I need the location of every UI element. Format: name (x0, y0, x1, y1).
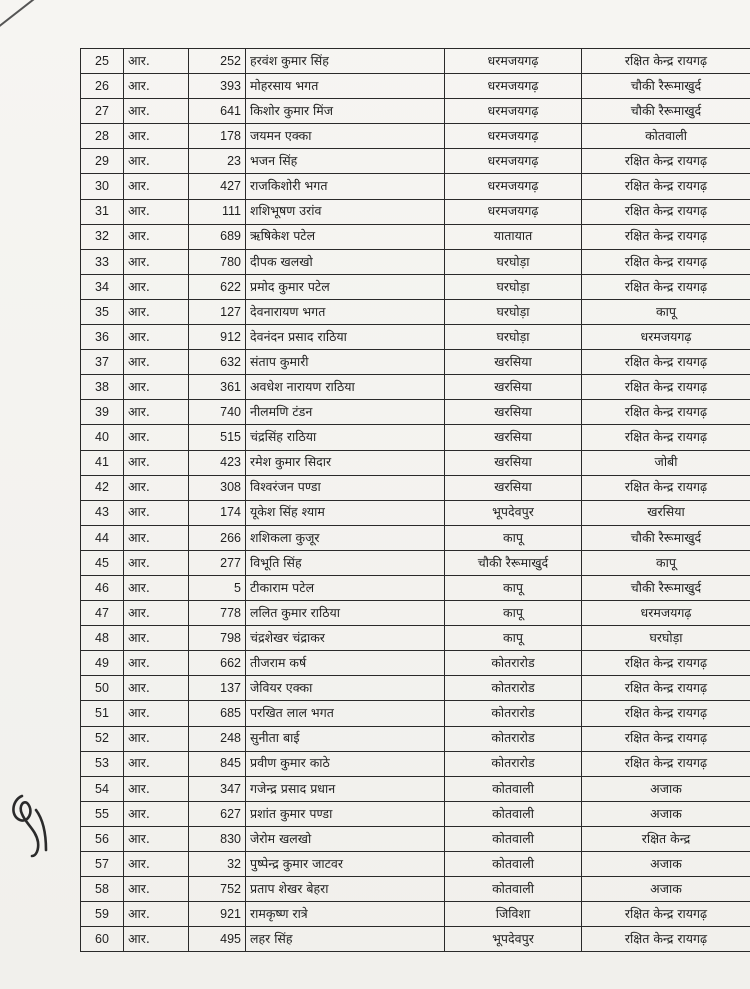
serial-number-cell: 31 (81, 199, 124, 224)
posted-to-cell: अजाक (582, 877, 750, 902)
badge-number-cell: 347 (189, 776, 246, 801)
name-cell: पुष्पेन्द्र कुमार जाटवर (246, 852, 445, 877)
serial-number-cell: 41 (81, 450, 124, 475)
posted-to-cell: चौकी रैरूमाखुर्द (582, 74, 750, 99)
posted-from-cell: धरमजयगढ़ (445, 74, 582, 99)
posted-to-cell: रक्षित केन्द्र रायगढ़ (582, 224, 750, 249)
table-row (81, 852, 750, 877)
rank-cell: आर. (124, 425, 189, 450)
badge-number-cell: 252 (189, 49, 246, 74)
table-row (81, 575, 750, 600)
rank-cell: आर. (124, 350, 189, 375)
rank-cell: आर. (124, 701, 189, 726)
posted-to-cell: रक्षित केन्द्र रायगढ़ (582, 726, 750, 751)
rank-cell: आर. (124, 199, 189, 224)
serial-number-cell: 27 (81, 99, 124, 124)
posted-from-cell: कापू (445, 525, 582, 550)
badge-number-cell: 308 (189, 475, 246, 500)
serial-number-cell: 56 (81, 826, 124, 851)
posted-from-cell: कोतरारोड (445, 751, 582, 776)
posted-from-cell: घरघोड़ा (445, 299, 582, 324)
rank-cell: आर. (124, 299, 189, 324)
name-cell: देवनंदन प्रसाद राठिया (246, 325, 445, 350)
posted-from-cell: धरमजयगढ़ (445, 149, 582, 174)
table-row (81, 726, 750, 751)
badge-number-cell: 393 (189, 74, 246, 99)
badge-number-cell: 111 (189, 199, 246, 224)
serial-number-cell: 28 (81, 124, 124, 149)
posted-from-cell: जिविशा (445, 902, 582, 927)
posted-to-cell: रक्षित केन्द्र रायगढ़ (582, 475, 750, 500)
badge-number-cell: 137 (189, 676, 246, 701)
name-cell: चंद्रशेखर चंद्राकर (246, 626, 445, 651)
posted-to-cell: धरमजयगढ़ (582, 325, 750, 350)
rank-cell: आर. (124, 626, 189, 651)
badge-number-cell: 845 (189, 751, 246, 776)
badge-number-cell: 921 (189, 902, 246, 927)
badge-number-cell: 740 (189, 400, 246, 425)
table-row (81, 124, 750, 149)
badge-number-cell: 427 (189, 174, 246, 199)
table-row (81, 701, 750, 726)
serial-number-cell: 46 (81, 575, 124, 600)
rank-cell: आर. (124, 651, 189, 676)
badge-number-cell: 685 (189, 701, 246, 726)
table-row (81, 400, 750, 425)
posted-from-cell: भूपदेवपुर (445, 500, 582, 525)
serial-number-cell: 51 (81, 701, 124, 726)
posted-to-cell: रक्षित केन्द्र रायगढ़ (582, 149, 750, 174)
posted-from-cell: कोतरारोड (445, 701, 582, 726)
badge-number-cell: 361 (189, 375, 246, 400)
posted-from-cell: कापू (445, 626, 582, 651)
table-row (81, 249, 750, 274)
posted-to-cell: कापू (582, 299, 750, 324)
name-cell: संताप कुमारी (246, 350, 445, 375)
rank-cell: आर. (124, 601, 189, 626)
name-cell: शशिकला कुजूर (246, 525, 445, 550)
table-row (81, 826, 750, 851)
serial-number-cell: 58 (81, 877, 124, 902)
posted-to-cell: रक्षित केन्द्र रायगढ़ (582, 400, 750, 425)
rank-cell: आर. (124, 475, 189, 500)
serial-number-cell: 49 (81, 651, 124, 676)
name-cell: प्रताप शेखर बेहरा (246, 877, 445, 902)
table-row (81, 902, 750, 927)
table-row (81, 801, 750, 826)
paper-fold-line (0, 0, 91, 41)
rank-cell: आर. (124, 99, 189, 124)
table-row (81, 99, 750, 124)
posted-to-cell: धरमजयगढ़ (582, 601, 750, 626)
posted-to-cell: रक्षित केन्द्र रायगढ़ (582, 274, 750, 299)
posted-to-cell: रक्षित केन्द्र रायगढ़ (582, 199, 750, 224)
table-row (81, 299, 750, 324)
serial-number-cell: 42 (81, 475, 124, 500)
table-row (81, 74, 750, 99)
posted-to-cell: कोतवाली (582, 124, 750, 149)
posted-from-cell: कोतवाली (445, 801, 582, 826)
name-cell: सुनीता बाई (246, 726, 445, 751)
posted-from-cell: खरसिया (445, 375, 582, 400)
posted-to-cell: रक्षित केन्द्र रायगढ़ (582, 375, 750, 400)
posted-to-cell: रक्षित केन्द्र (582, 826, 750, 851)
rank-cell: आर. (124, 726, 189, 751)
table-row (81, 149, 750, 174)
table-row (81, 49, 750, 74)
name-cell: तीजराम कर्ष (246, 651, 445, 676)
serial-number-cell: 43 (81, 500, 124, 525)
name-cell: विभूति सिंह (246, 550, 445, 575)
name-cell: किशोर कुमार मिंज (246, 99, 445, 124)
rank-cell: आर. (124, 801, 189, 826)
posted-to-cell: अजाक (582, 852, 750, 877)
name-cell: रामकृष्ण रात्रे (246, 902, 445, 927)
rank-cell: आर. (124, 500, 189, 525)
name-cell: टीकाराम पटेल (246, 575, 445, 600)
serial-number-cell: 34 (81, 274, 124, 299)
table-row (81, 601, 750, 626)
rank-cell: आर. (124, 74, 189, 99)
posted-from-cell: खरसिया (445, 450, 582, 475)
name-cell: ललित कुमार राठिया (246, 601, 445, 626)
badge-number-cell: 277 (189, 550, 246, 575)
table-row (81, 475, 750, 500)
serial-number-cell: 59 (81, 902, 124, 927)
handwritten-margin-mark (6, 790, 54, 860)
posted-from-cell: चौकी रैरूमाखुर्द (445, 550, 582, 575)
serial-number-cell: 35 (81, 299, 124, 324)
serial-number-cell: 30 (81, 174, 124, 199)
badge-number-cell: 266 (189, 525, 246, 550)
posted-from-cell: घरघोड़ा (445, 249, 582, 274)
badge-number-cell: 622 (189, 274, 246, 299)
posted-to-cell: खरसिया (582, 500, 750, 525)
badge-number-cell: 752 (189, 877, 246, 902)
badge-number-cell: 495 (189, 927, 246, 952)
name-cell: देवनारायण भगत (246, 299, 445, 324)
posted-from-cell: कापू (445, 575, 582, 600)
table-row (81, 500, 750, 525)
badge-number-cell: 515 (189, 425, 246, 450)
badge-number-cell: 780 (189, 249, 246, 274)
posted-from-cell: धरमजयगढ़ (445, 49, 582, 74)
table-row (81, 425, 750, 450)
rank-cell: आर. (124, 550, 189, 575)
posted-to-cell: रक्षित केन्द्र रायगढ़ (582, 927, 750, 952)
name-cell: प्रवीण कुमार काठे (246, 751, 445, 776)
table-row (81, 877, 750, 902)
rank-cell: आर. (124, 174, 189, 199)
badge-number-cell: 423 (189, 450, 246, 475)
table-row (81, 676, 750, 701)
serial-number-cell: 36 (81, 325, 124, 350)
serial-number-cell: 54 (81, 776, 124, 801)
badge-number-cell: 174 (189, 500, 246, 525)
table-row (81, 325, 750, 350)
badge-number-cell: 23 (189, 149, 246, 174)
table-row (81, 927, 750, 952)
badge-number-cell: 689 (189, 224, 246, 249)
serial-number-cell: 53 (81, 751, 124, 776)
posted-to-cell: चौकी रैरूमाखुर्द (582, 525, 750, 550)
posted-from-cell: धरमजयगढ़ (445, 124, 582, 149)
serial-number-cell: 26 (81, 74, 124, 99)
name-cell: भजन सिंह (246, 149, 445, 174)
badge-number-cell: 5 (189, 575, 246, 600)
rank-cell: आर. (124, 249, 189, 274)
posted-from-cell: खरसिया (445, 475, 582, 500)
posted-from-cell: भूपदेवपुर (445, 927, 582, 952)
badge-number-cell: 627 (189, 801, 246, 826)
serial-number-cell: 47 (81, 601, 124, 626)
posted-to-cell: घरघोड़ा (582, 626, 750, 651)
name-cell: जेरोम खलखो (246, 826, 445, 851)
serial-number-cell: 38 (81, 375, 124, 400)
posted-from-cell: खरसिया (445, 400, 582, 425)
badge-number-cell: 178 (189, 124, 246, 149)
table-row (81, 174, 750, 199)
name-cell: प्रमोद कुमार पटेल (246, 274, 445, 299)
table-row (81, 199, 750, 224)
serial-number-cell: 55 (81, 801, 124, 826)
table-body (81, 49, 750, 952)
badge-number-cell: 830 (189, 826, 246, 851)
posted-to-cell: अजाक (582, 801, 750, 826)
posted-to-cell: रक्षित केन्द्र रायगढ़ (582, 651, 750, 676)
rank-cell: आर. (124, 325, 189, 350)
rank-cell: आर. (124, 224, 189, 249)
serial-number-cell: 44 (81, 525, 124, 550)
posted-to-cell: रक्षित केन्द्र रायगढ़ (582, 249, 750, 274)
serial-number-cell: 48 (81, 626, 124, 651)
table-row (81, 550, 750, 575)
badge-number-cell: 641 (189, 99, 246, 124)
serial-number-cell: 29 (81, 149, 124, 174)
posted-to-cell: कापू (582, 550, 750, 575)
rank-cell: आर. (124, 826, 189, 851)
rank-cell: आर. (124, 124, 189, 149)
table-row (81, 375, 750, 400)
name-cell: अवधेश नारायण राठिया (246, 375, 445, 400)
table-row (81, 626, 750, 651)
table-row (81, 274, 750, 299)
posted-to-cell: रक्षित केन्द्र रायगढ़ (582, 701, 750, 726)
badge-number-cell: 32 (189, 852, 246, 877)
serial-number-cell: 50 (81, 676, 124, 701)
posted-from-cell: कोतरारोड (445, 676, 582, 701)
posted-from-cell: धरमजयगढ़ (445, 99, 582, 124)
posted-from-cell: कोतवाली (445, 877, 582, 902)
rank-cell: आर. (124, 751, 189, 776)
posted-to-cell: चौकी रैरूमाखुर्द (582, 575, 750, 600)
rank-cell: आर. (124, 852, 189, 877)
posted-to-cell: चौकी रैरूमाखुर्द (582, 99, 750, 124)
name-cell: हरवंश कुमार सिंह (246, 49, 445, 74)
table-row (81, 651, 750, 676)
badge-number-cell: 778 (189, 601, 246, 626)
badge-number-cell: 798 (189, 626, 246, 651)
posted-to-cell: रक्षित केन्द्र रायगढ़ (582, 425, 750, 450)
posted-to-cell: रक्षित केन्द्र रायगढ़ (582, 902, 750, 927)
serial-number-cell: 52 (81, 726, 124, 751)
serial-number-cell: 37 (81, 350, 124, 375)
posted-to-cell: रक्षित केन्द्र रायगढ़ (582, 174, 750, 199)
name-cell: शशिभूषण उरांव (246, 199, 445, 224)
badge-number-cell: 127 (189, 299, 246, 324)
rank-cell: आर. (124, 450, 189, 475)
table-row (81, 776, 750, 801)
badge-number-cell: 912 (189, 325, 246, 350)
posted-to-cell: रक्षित केन्द्र रायगढ़ (582, 676, 750, 701)
table-row (81, 525, 750, 550)
posted-to-cell: रक्षित केन्द्र रायगढ़ (582, 49, 750, 74)
posted-to-cell: अजाक (582, 776, 750, 801)
name-cell: दीपक खलखो (246, 249, 445, 274)
posted-from-cell: कोतरारोड (445, 726, 582, 751)
serial-number-cell: 45 (81, 550, 124, 575)
rank-cell: आर. (124, 902, 189, 927)
table-row (81, 350, 750, 375)
name-cell: प्रशांत कुमार पण्डा (246, 801, 445, 826)
serial-number-cell: 32 (81, 224, 124, 249)
name-cell: राजकिशोरी भगत (246, 174, 445, 199)
name-cell: रमेश कुमार सिदार (246, 450, 445, 475)
rank-cell: आर. (124, 575, 189, 600)
name-cell: मोहरसाय भगत (246, 74, 445, 99)
table-row (81, 224, 750, 249)
rank-cell: आर. (124, 877, 189, 902)
badge-number-cell: 632 (189, 350, 246, 375)
rank-cell: आर. (124, 375, 189, 400)
posted-from-cell: कोतवाली (445, 826, 582, 851)
badge-number-cell: 248 (189, 726, 246, 751)
badge-number-cell: 662 (189, 651, 246, 676)
serial-number-cell: 25 (81, 49, 124, 74)
name-cell: जेवियर एक्का (246, 676, 445, 701)
rank-cell: आर. (124, 49, 189, 74)
name-cell: विश्वरंजन पण्डा (246, 475, 445, 500)
posted-from-cell: धरमजयगढ़ (445, 174, 582, 199)
name-cell: ऋषिकेश पटेल (246, 224, 445, 249)
posted-from-cell: कोतरारोड (445, 651, 582, 676)
name-cell: परखित लाल भगत (246, 701, 445, 726)
serial-number-cell: 39 (81, 400, 124, 425)
rank-cell: आर. (124, 927, 189, 952)
posted-from-cell: घरघोड़ा (445, 325, 582, 350)
rank-cell: आर. (124, 274, 189, 299)
name-cell: जयमन एक्का (246, 124, 445, 149)
posted-from-cell: कोतवाली (445, 852, 582, 877)
posted-to-cell: रक्षित केन्द्र रायगढ़ (582, 751, 750, 776)
rank-cell: आर. (124, 525, 189, 550)
name-cell: लहर सिंह (246, 927, 445, 952)
serial-number-cell: 60 (81, 927, 124, 952)
posted-from-cell: कोतवाली (445, 776, 582, 801)
serial-number-cell: 40 (81, 425, 124, 450)
posted-from-cell: खरसिया (445, 425, 582, 450)
name-cell: यूकेश सिंह श्याम (246, 500, 445, 525)
serial-number-cell: 33 (81, 249, 124, 274)
rank-cell: आर. (124, 400, 189, 425)
posted-from-cell: यातायात (445, 224, 582, 249)
name-cell: गजेन्द्र प्रसाद प्रधान (246, 776, 445, 801)
posted-from-cell: घरघोड़ा (445, 274, 582, 299)
serial-number-cell: 57 (81, 852, 124, 877)
posted-from-cell: खरसिया (445, 350, 582, 375)
rank-cell: आर. (124, 676, 189, 701)
posted-to-cell: जोबी (582, 450, 750, 475)
name-cell: नीलमणि टंडन (246, 400, 445, 425)
posted-to-cell: रक्षित केन्द्र रायगढ़ (582, 350, 750, 375)
table-row (81, 450, 750, 475)
rank-cell: आर. (124, 149, 189, 174)
name-cell: चंद्रसिंह राठिया (246, 425, 445, 450)
transfer-list-table (80, 48, 750, 952)
posted-from-cell: कापू (445, 601, 582, 626)
table-row (81, 751, 750, 776)
posted-from-cell: धरमजयगढ़ (445, 199, 582, 224)
rank-cell: आर. (124, 776, 189, 801)
